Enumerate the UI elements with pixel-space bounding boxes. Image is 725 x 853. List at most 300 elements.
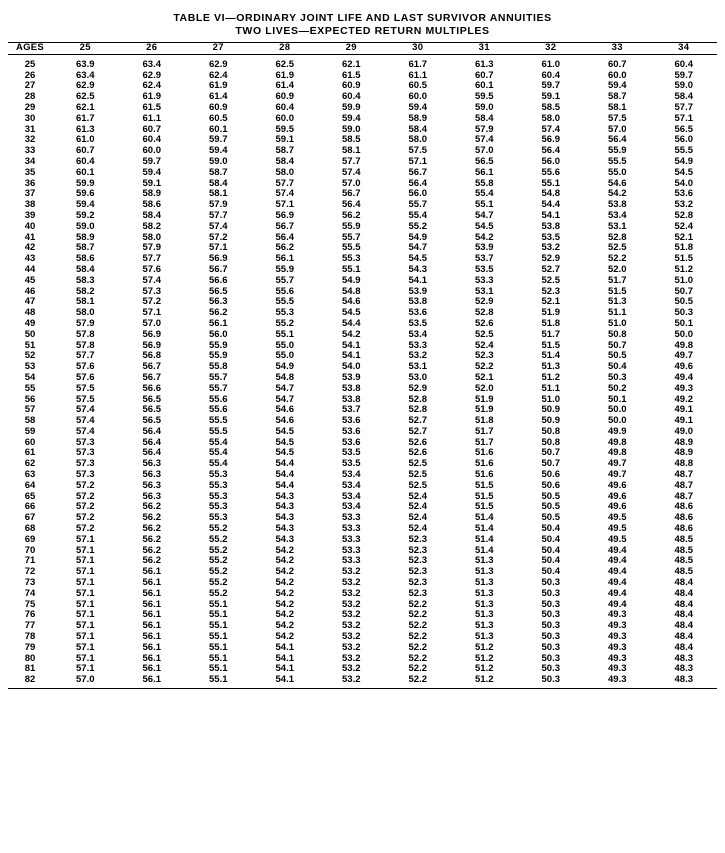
table-cell: 55.0 (275, 350, 294, 362)
table-cell: 55.1 (209, 652, 228, 664)
table-cell: 57.1 (209, 242, 228, 254)
table-cell: 52.4 (408, 501, 427, 513)
table-cell: 60.1 (209, 123, 228, 135)
table-cell: 56.1 (142, 620, 161, 632)
table-cell: 54.8 (275, 371, 294, 383)
table-cell: 52.5 (475, 328, 494, 340)
table-cell: 61.4 (209, 91, 228, 103)
table-cell: 51.5 (475, 501, 494, 513)
table-cell: 55.4 (209, 458, 228, 470)
table-cell: 57.5 (76, 382, 95, 394)
table-cell: 53.2 (342, 631, 361, 643)
table-cell: 51.5 (475, 479, 494, 491)
table-cell: 49.7 (608, 458, 627, 470)
table-cell: 60.4 (342, 91, 361, 103)
table-cell: 62.4 (209, 69, 228, 81)
row-age-label: 47 (24, 296, 36, 308)
table-cell: 51.4 (475, 523, 494, 535)
table-row (8, 168, 717, 179)
table-cell: 57.7 (142, 253, 161, 265)
table-cell: 50.4 (608, 361, 627, 373)
table-cell: 55.5 (209, 415, 228, 427)
table-cell: 53.6 (342, 425, 361, 437)
table-cell: 55.9 (275, 263, 294, 275)
table-row (8, 222, 717, 233)
table-cell: 51.3 (475, 577, 494, 589)
table-cell: 60.1 (475, 80, 494, 92)
table-cell: 57.3 (142, 285, 161, 297)
table-cell: 56.3 (142, 469, 161, 481)
table-cell: 48.4 (674, 577, 693, 589)
table-cell: 53.2 (342, 674, 361, 686)
table-cell: 56.9 (541, 134, 560, 146)
table-cell: 57.4 (475, 134, 494, 146)
table-cell: 54.1 (275, 663, 294, 675)
table-cell: 56.5 (674, 123, 693, 135)
row-age-label: 80 (24, 652, 36, 664)
row-age-label: 69 (24, 533, 36, 545)
title-line-1: TABLE VI—ORDINARY JOINT LIFE AND LAST SURVIVOR ANNUITIES (173, 12, 552, 24)
table-cell: 61.9 (209, 80, 228, 92)
row-age-label: 58 (24, 415, 36, 427)
table-cell: 58.4 (408, 123, 427, 135)
table-cell: 58.0 (142, 231, 161, 243)
table-cell: 57.1 (76, 652, 95, 664)
table-cell: 53.2 (342, 609, 361, 621)
table-cell: 49.4 (608, 544, 627, 556)
table-cell: 63.4 (76, 69, 95, 81)
table-cell: 55.2 (209, 544, 228, 556)
table-cell: 51.2 (475, 663, 494, 675)
table-cell: 53.4 (342, 501, 361, 513)
table-cell: 50.5 (608, 350, 627, 362)
table-cell: 55.3 (342, 253, 361, 265)
table-cell: 48.8 (674, 458, 693, 470)
row-age-label: 74 (24, 587, 36, 599)
table-cell: 55.2 (209, 555, 228, 567)
table-cell: 49.3 (608, 641, 627, 653)
table-cell: 55.3 (209, 490, 228, 502)
table-cell: 53.2 (674, 199, 693, 211)
table-cell: 58.7 (76, 242, 95, 254)
table-cell: 50.4 (541, 566, 560, 578)
table-cell: 54.1 (408, 274, 427, 286)
table-cell: 55.6 (275, 285, 294, 297)
table-cell: 52.0 (475, 382, 494, 394)
table-cell: 56.9 (142, 339, 161, 351)
table-cell: 54.2 (275, 609, 294, 621)
row-age-label: 75 (24, 598, 36, 610)
column-header-28: 28 (279, 42, 291, 53)
table-cell: 59.4 (342, 112, 361, 124)
table-cell: 51.9 (541, 307, 560, 319)
table-cell: 54.5 (674, 166, 693, 178)
table-cell: 50.8 (541, 436, 560, 448)
table-body (8, 54, 717, 686)
table-cell: 57.7 (209, 209, 228, 221)
table-cell: 56.5 (142, 404, 161, 416)
row-age-label: 52 (24, 350, 36, 362)
table-cell: 55.4 (408, 209, 427, 221)
table-cell: 52.7 (408, 415, 427, 427)
table-cell: 58.1 (76, 296, 95, 308)
table-cell: 50.6 (541, 469, 560, 481)
row-age-label: 73 (24, 577, 36, 589)
table-cell: 57.1 (408, 155, 427, 167)
table-cell: 49.3 (608, 620, 627, 632)
table-cell: 56.2 (142, 501, 161, 513)
table-cell: 57.4 (275, 188, 294, 200)
table-cell: 52.3 (408, 544, 427, 556)
table-cell: 58.2 (142, 220, 161, 232)
row-age-label: 33 (24, 145, 36, 157)
table-cell: 52.3 (541, 285, 560, 297)
row-age-label: 57 (24, 404, 36, 416)
column-header-32: 32 (545, 42, 557, 53)
table-cell: 53.4 (408, 328, 427, 340)
table-cell: 56.7 (342, 188, 361, 200)
table-cell: 50.4 (541, 533, 560, 545)
table-cell: 50.3 (541, 674, 560, 686)
table-cell: 51.1 (608, 307, 627, 319)
table-cell: 56.6 (142, 382, 161, 394)
table-cell: 48.7 (674, 490, 693, 502)
table-cell: 54.4 (275, 458, 294, 470)
table-cell: 54.1 (541, 209, 560, 221)
table-cell: 56.5 (475, 155, 494, 167)
table-cell: 52.9 (408, 382, 427, 394)
table-cell: 56.9 (142, 328, 161, 340)
table-cell: 53.3 (342, 533, 361, 545)
table-cell: 53.2 (342, 577, 361, 589)
table-cell: 48.4 (674, 587, 693, 599)
table-cell: 62.4 (142, 80, 161, 92)
table-cell: 51.3 (475, 587, 494, 599)
table-cell: 59.2 (76, 209, 95, 221)
table-cell: 48.5 (674, 555, 693, 567)
table-cell: 51.0 (674, 274, 693, 286)
table-cell: 55.9 (209, 350, 228, 362)
table-cell: 57.1 (76, 566, 95, 578)
table-cell: 52.6 (408, 447, 427, 459)
table-cell: 57.4 (76, 425, 95, 437)
table-cell: 51.5 (674, 253, 693, 265)
table-cell: 49.4 (608, 577, 627, 589)
table-cell: 51.3 (475, 609, 494, 621)
table-cell: 48.5 (674, 544, 693, 556)
table-cell: 55.1 (209, 631, 228, 643)
table-cell: 57.2 (76, 490, 95, 502)
table-cell: 52.5 (541, 274, 560, 286)
row-age-label: 48 (24, 307, 36, 319)
row-age-label: 78 (24, 631, 36, 643)
table-cell: 57.1 (76, 533, 95, 545)
row-age-label: 61 (24, 447, 36, 459)
table-cell: 54.2 (275, 620, 294, 632)
table-cell: 49.3 (608, 663, 627, 675)
table-cell: 55.1 (209, 674, 228, 686)
table-cell: 51.7 (475, 436, 494, 448)
table-cell: 48.9 (674, 447, 693, 459)
table-cell: 52.2 (475, 361, 494, 373)
table-cell: 56.1 (142, 674, 161, 686)
column-header-33: 33 (611, 42, 623, 53)
table-cell: 52.2 (408, 598, 427, 610)
table-cell: 60.5 (408, 80, 427, 92)
table-cell: 48.7 (674, 479, 693, 491)
table-cell: 53.5 (408, 317, 427, 329)
table-cell: 53.8 (608, 199, 627, 211)
table-cell: 56.7 (275, 220, 294, 232)
table-cell: 60.4 (76, 155, 95, 167)
table-cell: 56.4 (608, 134, 627, 146)
table-cell: 62.1 (76, 101, 95, 113)
table-cell: 56.5 (209, 285, 228, 297)
table-cell: 51.8 (475, 415, 494, 427)
table-cell: 55.6 (209, 393, 228, 405)
table-cell: 51.0 (541, 393, 560, 405)
table-cell: 56.5 (142, 415, 161, 427)
row-age-label: 63 (24, 469, 36, 481)
table-cell: 59.9 (342, 101, 361, 113)
table-cell: 52.2 (408, 620, 427, 632)
table-cell: 57.1 (275, 199, 294, 211)
table-cell: 53.2 (342, 663, 361, 675)
table-cell: 56.4 (142, 436, 161, 448)
table-cell: 58.5 (342, 134, 361, 146)
table-cell: 54.6 (342, 296, 361, 308)
column-header-31: 31 (478, 42, 490, 53)
table-cell: 56.2 (209, 307, 228, 319)
table-cell: 51.7 (475, 425, 494, 437)
table-cell: 62.5 (76, 91, 95, 103)
table-cell: 55.4 (209, 447, 228, 459)
table-cell: 51.3 (541, 361, 560, 373)
table-cell: 59.7 (209, 134, 228, 146)
table-cell: 55.0 (608, 166, 627, 178)
row-age-label: 26 (24, 69, 36, 81)
table-cell: 58.4 (209, 177, 228, 189)
table-cell: 54.9 (342, 274, 361, 286)
table-cell: 51.1 (541, 382, 560, 394)
table-cell: 58.4 (674, 91, 693, 103)
table-cell: 61.9 (275, 69, 294, 81)
table-cell: 60.7 (76, 145, 95, 157)
table-cell: 52.8 (674, 209, 693, 221)
row-age-label: 79 (24, 641, 36, 653)
table-cell: 59.4 (408, 101, 427, 113)
table-cell: 52.5 (608, 242, 627, 254)
table-cell: 55.3 (275, 307, 294, 319)
table-cell: 58.9 (76, 231, 95, 243)
row-age-label: 44 (24, 263, 36, 275)
table-cell: 51.9 (475, 404, 494, 416)
table-cell: 56.1 (142, 577, 161, 589)
table-cell: 52.2 (408, 631, 427, 643)
table-cell: 54.4 (275, 469, 294, 481)
table-cell: 62.5 (275, 58, 294, 70)
table-cell: 56.0 (674, 134, 693, 146)
table-cell: 50.1 (608, 393, 627, 405)
table-cell: 49.5 (608, 533, 627, 545)
table-cell: 52.8 (408, 404, 427, 416)
table-cell: 55.1 (209, 609, 228, 621)
row-age-label: 67 (24, 512, 36, 524)
table-cell: 50.0 (608, 404, 627, 416)
row-age-label: 28 (24, 91, 36, 103)
table-cell: 58.1 (209, 188, 228, 200)
row-age-label: 31 (24, 123, 36, 135)
table-cell: 50.4 (541, 523, 560, 535)
row-age-label: 66 (24, 501, 36, 513)
table-cell: 52.9 (475, 296, 494, 308)
table-cell: 50.9 (541, 415, 560, 427)
table-cell: 60.1 (76, 166, 95, 178)
table-cell: 53.2 (342, 587, 361, 599)
table-cell: 56.2 (275, 242, 294, 254)
table-cell: 51.2 (541, 371, 560, 383)
column-header-ages: AGES (15, 42, 45, 53)
table-cell: 49.3 (608, 674, 627, 686)
row-age-label: 82 (24, 674, 36, 686)
row-age-label: 77 (24, 620, 36, 632)
table-cell: 55.8 (475, 177, 494, 189)
table-cell: 50.3 (541, 587, 560, 599)
table-cell: 61.4 (275, 80, 294, 92)
table-title (0, 0, 725, 42)
table-cell: 56.2 (142, 512, 161, 524)
table-cell: 56.7 (142, 361, 161, 373)
table-cell: 50.3 (541, 577, 560, 589)
table-cell: 51.6 (475, 458, 494, 470)
table-cell: 50.7 (674, 285, 693, 297)
table-cell: 52.5 (408, 479, 427, 491)
table-cell: 52.0 (608, 263, 627, 275)
table-cell: 61.5 (142, 101, 161, 113)
table-cell: 49.6 (608, 479, 627, 491)
table-cell: 57.4 (209, 220, 228, 232)
table-cell: 53.1 (408, 361, 427, 373)
table-cell: 55.0 (275, 339, 294, 351)
row-age-label: 55 (24, 382, 36, 394)
table-cell: 55.1 (541, 177, 560, 189)
table-cell: 55.2 (209, 523, 228, 535)
row-age-label: 64 (24, 479, 36, 491)
column-header-30: 30 (412, 42, 424, 53)
row-age-label: 49 (24, 317, 36, 329)
row-age-label: 51 (24, 339, 36, 351)
table-cell: 58.5 (541, 101, 560, 113)
table-cell: 52.4 (408, 523, 427, 535)
table-cell: 60.7 (475, 69, 494, 81)
table-cell: 58.4 (475, 112, 494, 124)
table-cell: 57.0 (342, 177, 361, 189)
table-cell: 57.4 (342, 166, 361, 178)
table-cell: 52.2 (608, 253, 627, 265)
table-cell: 53.7 (475, 253, 494, 265)
table-cell: 57.1 (674, 112, 693, 124)
table-cell: 53.0 (408, 371, 427, 383)
row-age-label: 71 (24, 555, 36, 567)
table-cell: 54.4 (541, 199, 560, 211)
column-header-29: 29 (345, 42, 357, 53)
table-cell: 62.9 (209, 58, 228, 70)
table-cell: 51.4 (541, 350, 560, 362)
table-cell: 54.6 (275, 415, 294, 427)
table-cell: 52.1 (475, 371, 494, 383)
table-cell: 54.7 (275, 393, 294, 405)
table-cell: 48.7 (674, 469, 693, 481)
table-cell: 53.2 (342, 620, 361, 632)
table-cell: 56.3 (142, 458, 161, 470)
table-cell: 58.9 (142, 188, 161, 200)
table-cell: 53.9 (342, 371, 361, 383)
table-cell: 57.0 (76, 674, 95, 686)
table-cell: 58.1 (608, 101, 627, 113)
table-cell: 52.2 (408, 641, 427, 653)
table-cell: 57.5 (408, 145, 427, 157)
table-cell: 51.2 (475, 652, 494, 664)
table-cell: 50.8 (541, 425, 560, 437)
table-cell: 49.1 (674, 404, 693, 416)
table-cell: 53.3 (342, 523, 361, 535)
table-cell: 49.4 (608, 555, 627, 567)
table-cell: 56.1 (142, 598, 161, 610)
table-cell: 51.8 (541, 317, 560, 329)
table-cell: 59.7 (142, 155, 161, 167)
table-cell: 49.1 (674, 415, 693, 427)
table-cell: 59.1 (541, 91, 560, 103)
row-age-label: 54 (24, 371, 36, 383)
table-cell: 53.3 (342, 555, 361, 567)
table-cell: 51.5 (475, 490, 494, 502)
table-cell: 53.6 (342, 415, 361, 427)
table-cell: 57.2 (76, 479, 95, 491)
table-cell: 58.7 (209, 166, 228, 178)
table-cell: 57.4 (142, 274, 161, 286)
table-cell: 53.4 (608, 209, 627, 221)
table-cell: 54.1 (275, 641, 294, 653)
table-cell: 54.3 (275, 523, 294, 535)
table-cell: 49.6 (608, 501, 627, 513)
table-cell: 49.5 (608, 512, 627, 524)
table-cell: 54.2 (275, 566, 294, 578)
table-cell: 54.6 (608, 177, 627, 189)
table-cell: 56.0 (541, 155, 560, 167)
table-cell: 57.3 (76, 447, 95, 459)
table-cell: 56.4 (142, 447, 161, 459)
table-cell: 52.8 (408, 393, 427, 405)
table-cell: 51.3 (475, 620, 494, 632)
table-row (8, 384, 717, 395)
table-cell: 55.1 (209, 663, 228, 675)
table-cell: 50.3 (541, 652, 560, 664)
column-header-25: 25 (79, 42, 91, 53)
table-cell: 56.6 (209, 274, 228, 286)
table-cell: 57.7 (674, 101, 693, 113)
table-cell: 50.4 (541, 555, 560, 567)
table-cell: 54.2 (275, 631, 294, 643)
table-cell: 58.7 (608, 91, 627, 103)
table-cell: 53.4 (342, 469, 361, 481)
table-cell: 55.7 (275, 274, 294, 286)
table-cell: 56.4 (541, 145, 560, 157)
table-cell: 55.6 (209, 404, 228, 416)
table-cell: 58.0 (275, 166, 294, 178)
table-cell: 53.2 (541, 242, 560, 254)
table-cell: 58.4 (142, 209, 161, 221)
table-cell: 57.8 (76, 328, 95, 340)
